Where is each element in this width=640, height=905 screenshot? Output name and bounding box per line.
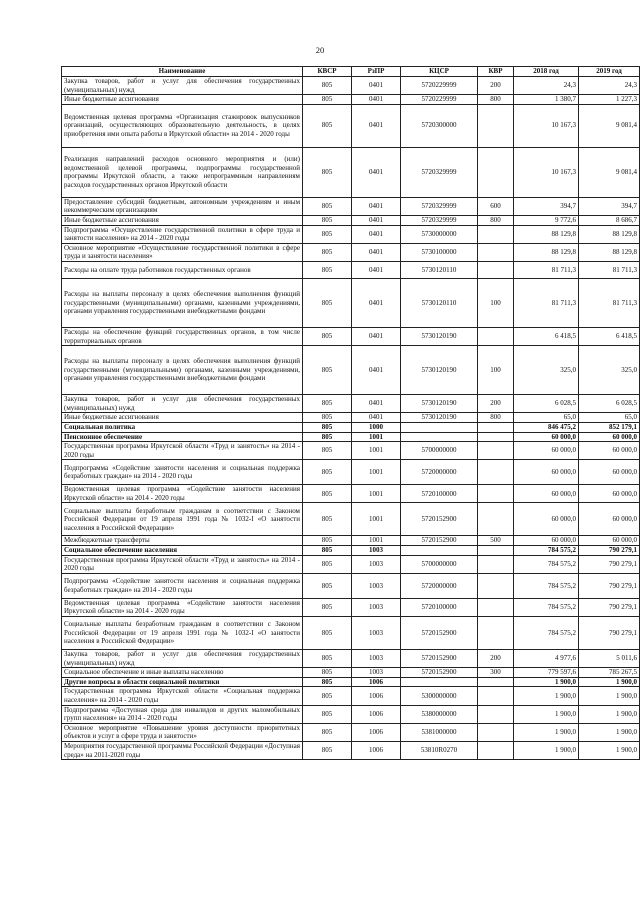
- cell-ktsr: 5381000000: [401, 723, 478, 741]
- cell-rzpr: 0401: [352, 395, 401, 413]
- cell-name: Основное мероприятие «Повышение уровня доступности приоритетных объектов и услуг в сфере труда и занятости»: [62, 723, 303, 741]
- table-row: [62, 598, 640, 616]
- cell-kvsr: 805: [303, 677, 352, 687]
- cell-rzpr: 1006: [352, 741, 401, 759]
- cell-kvsr: 805: [303, 278, 352, 327]
- cell-ktsr: 5720000000: [401, 573, 478, 598]
- cell-name: Основное мероприятие «Осуществление государственной политики в сфере труда и занятости населения»: [62, 243, 303, 261]
- cell-name: Ведомственная целевая программа «Содействие занятости населения Иркутской области» на 2014 - 2020 годы: [62, 485, 303, 503]
- cell-kvsr: 805: [303, 215, 352, 225]
- cell-kvsr: 805: [303, 617, 352, 650]
- cell-ktsr: 5720100000: [401, 485, 478, 503]
- cell-kvr: [478, 422, 514, 432]
- cell-rzpr: 0401: [352, 327, 401, 345]
- cell-kvr: [478, 261, 514, 278]
- table-row: [62, 503, 640, 536]
- cell-rzpr: 1003: [352, 598, 401, 616]
- cell-y2019: 394,7: [579, 197, 640, 215]
- cell-y2019: 1 900,0: [579, 687, 640, 705]
- cell-ktsr: 5720152900: [401, 536, 478, 546]
- cell-rzpr: 0401: [352, 243, 401, 261]
- cell-y2019: 785 267,5: [579, 668, 640, 678]
- cell-y2019: 6 028,5: [579, 395, 640, 413]
- cell-ktsr: 5720229999: [401, 77, 478, 95]
- table-row: [62, 650, 640, 668]
- table-row: [62, 705, 640, 723]
- header-kvr: КВР: [478, 67, 514, 77]
- cell-kvsr: 805: [303, 705, 352, 723]
- cell-kvsr: 805: [303, 555, 352, 573]
- cell-rzpr: 0401: [352, 346, 401, 395]
- table-body: [62, 77, 640, 760]
- cell-rzpr: 1001: [352, 485, 401, 503]
- cell-y2019: 5 011,6: [579, 650, 640, 668]
- cell-name: Другие вопросы в области социальной политики: [62, 677, 303, 687]
- cell-kvr: [478, 687, 514, 705]
- cell-y2018: 784 575,2: [514, 573, 579, 598]
- table-row: [62, 422, 640, 432]
- cell-rzpr: 1001: [352, 432, 401, 442]
- header-kvsr: КВСР: [303, 67, 352, 77]
- cell-name: Государственная программа Иркутской области «Труд и занятость» на 2014 - 2020 годы: [62, 442, 303, 460]
- cell-kvr: [478, 546, 514, 556]
- cell-y2019: 60 000,0: [579, 503, 640, 536]
- cell-y2019: 60 000,0: [579, 432, 640, 442]
- cell-y2018: 4 977,6: [514, 650, 579, 668]
- table-row: [62, 278, 640, 327]
- cell-ktsr: 5730120110: [401, 261, 478, 278]
- table-row: [62, 677, 640, 687]
- table-row: [62, 197, 640, 215]
- cell-y2019: 790 279,1: [579, 555, 640, 573]
- cell-kvr: 200: [478, 650, 514, 668]
- cell-name: Подпрограмма «Осуществление государственной политики в сфере труда и занятости населения» на 2014 - 2020 годы: [62, 225, 303, 243]
- cell-kvsr: 805: [303, 77, 352, 95]
- cell-y2019: 1 227,3: [579, 95, 640, 105]
- cell-kvr: 600: [478, 197, 514, 215]
- cell-name: Ведомственная целевая программа «Содействие занятости населения Иркутской области» на 2014 - 2020 годы: [62, 598, 303, 616]
- cell-ktsr: 5720100000: [401, 598, 478, 616]
- cell-name: Закупка товаров, работ и услуг для обеспечения государственных (муниципальных) нужд: [62, 77, 303, 95]
- cell-kvr: 200: [478, 395, 514, 413]
- cell-name: Социальное обеспечение и иные выплаты населению: [62, 668, 303, 678]
- cell-ktsr: 5730120110: [401, 278, 478, 327]
- cell-rzpr: 0401: [352, 95, 401, 105]
- cell-kvsr: 805: [303, 741, 352, 759]
- cell-y2019: 1 900,0: [579, 741, 640, 759]
- table-row: [62, 327, 640, 345]
- cell-rzpr: 0401: [352, 77, 401, 95]
- cell-ktsr: 5730100000: [401, 243, 478, 261]
- cell-y2018: 846 475,2: [514, 422, 579, 432]
- table-header-row: [62, 67, 640, 77]
- cell-name: Социальные выплаты безработным гражданам в соответствии с Законом Российской Федерации от 19 апреля 1991 года № 1032-I «О занятости населения в Российской Федерации»: [62, 503, 303, 536]
- table-row: [62, 460, 640, 485]
- cell-kvr: 500: [478, 536, 514, 546]
- cell-y2018: 60 000,0: [514, 503, 579, 536]
- cell-name: Социальные выплаты безработным гражданам в соответствии с Законом Российской Федерации от 19 апреля 1991 года № 1032-I «О занятости населения в Российской Федерации»: [62, 617, 303, 650]
- cell-rzpr: 0401: [352, 261, 401, 278]
- cell-kvr: 800: [478, 215, 514, 225]
- header-rzpr: РзПР: [352, 67, 401, 77]
- cell-kvsr: 805: [303, 485, 352, 503]
- table-row: [62, 668, 640, 678]
- cell-ktsr: 5700000000: [401, 555, 478, 573]
- cell-rzpr: 1003: [352, 650, 401, 668]
- cell-rzpr: 0401: [352, 278, 401, 327]
- cell-rzpr: 0401: [352, 225, 401, 243]
- cell-kvsr: 805: [303, 503, 352, 536]
- cell-y2019: 1 900,0: [579, 705, 640, 723]
- cell-ktsr: 5720329999: [401, 147, 478, 197]
- cell-kvr: [478, 225, 514, 243]
- cell-y2018: 325,0: [514, 346, 579, 395]
- cell-kvsr: 805: [303, 104, 352, 147]
- cell-rzpr: 1000: [352, 422, 401, 432]
- cell-y2019: 60 000,0: [579, 442, 640, 460]
- cell-y2019: 81 711,3: [579, 261, 640, 278]
- table-row: [62, 215, 640, 225]
- cell-kvsr: 805: [303, 546, 352, 556]
- cell-y2018: 9 772,6: [514, 215, 579, 225]
- cell-rzpr: 1001: [352, 503, 401, 536]
- cell-y2018: 1 900,0: [514, 687, 579, 705]
- cell-y2018: 779 597,6: [514, 668, 579, 678]
- cell-y2019: 24,3: [579, 77, 640, 95]
- cell-name: Государственная программа Иркутской области «Социальная поддержка населения» на 2014 - 2020 годы: [62, 687, 303, 705]
- cell-rzpr: 0401: [352, 104, 401, 147]
- cell-ktsr: [401, 422, 478, 432]
- cell-y2019: 790 279,1: [579, 573, 640, 598]
- cell-rzpr: 1001: [352, 442, 401, 460]
- cell-kvsr: 805: [303, 225, 352, 243]
- cell-y2018: 784 575,2: [514, 617, 579, 650]
- table-row: [62, 225, 640, 243]
- cell-kvr: [478, 741, 514, 759]
- cell-kvr: [478, 598, 514, 616]
- cell-name: Расходы на выплаты персоналу в целях обеспечения выполнения функций государственными (муниципальными) органами, казенными учреждениями, органами управления государственными внебюджетными фондами: [62, 278, 303, 327]
- cell-kvr: [478, 460, 514, 485]
- cell-kvr: [478, 705, 514, 723]
- cell-kvr: [478, 503, 514, 536]
- cell-kvsr: 805: [303, 395, 352, 413]
- cell-y2018: 60 000,0: [514, 442, 579, 460]
- cell-y2019: 81 711,3: [579, 278, 640, 327]
- cell-rzpr: 0401: [352, 147, 401, 197]
- cell-kvsr: 805: [303, 650, 352, 668]
- cell-kvr: [478, 432, 514, 442]
- cell-name: Иные бюджетные ассигнования: [62, 95, 303, 105]
- cell-y2018: 65,0: [514, 413, 579, 423]
- table-row: [62, 546, 640, 556]
- table-row: [62, 346, 640, 395]
- cell-kvr: 800: [478, 95, 514, 105]
- cell-kvsr: 805: [303, 147, 352, 197]
- cell-kvsr: 805: [303, 243, 352, 261]
- cell-y2018: 1 900,0: [514, 723, 579, 741]
- cell-kvsr: 805: [303, 460, 352, 485]
- cell-y2018: 784 575,2: [514, 598, 579, 616]
- table-row: [62, 243, 640, 261]
- table-row: [62, 261, 640, 278]
- cell-ktsr: 5730000000: [401, 225, 478, 243]
- cell-kvr: [478, 723, 514, 741]
- cell-y2018: 81 711,3: [514, 261, 579, 278]
- table-row: [62, 555, 640, 573]
- cell-y2019: 9 081,4: [579, 147, 640, 197]
- cell-y2019: 9 081,4: [579, 104, 640, 147]
- cell-y2019: 790 279,1: [579, 598, 640, 616]
- cell-name: Социальное обеспечение населения: [62, 546, 303, 556]
- header-ktsr: КЦСР: [401, 67, 478, 77]
- header-2018: 2018 год: [514, 67, 579, 77]
- cell-ktsr: 5720229999: [401, 95, 478, 105]
- cell-kvr: [478, 147, 514, 197]
- cell-y2018: 60 000,0: [514, 432, 579, 442]
- cell-y2019: 60 000,0: [579, 536, 640, 546]
- cell-kvsr: 805: [303, 327, 352, 345]
- cell-kvr: [478, 555, 514, 573]
- cell-y2018: 10 167,3: [514, 147, 579, 197]
- cell-ktsr: 5730120190: [401, 413, 478, 423]
- cell-rzpr: 1003: [352, 617, 401, 650]
- cell-y2018: 784 575,2: [514, 546, 579, 556]
- cell-kvsr: 805: [303, 668, 352, 678]
- cell-y2018: 1 900,0: [514, 741, 579, 759]
- cell-name: Закупка товаров, работ и услуг для обеспечения государственных (муниципальных) нужд: [62, 650, 303, 668]
- cell-ktsr: 5720152900: [401, 668, 478, 678]
- table-row: [62, 617, 640, 650]
- cell-rzpr: 0401: [352, 413, 401, 423]
- cell-y2018: 784 575,2: [514, 555, 579, 573]
- cell-ktsr: 5380000000: [401, 705, 478, 723]
- cell-name: Иные бюджетные ассигнования: [62, 215, 303, 225]
- cell-kvsr: 805: [303, 95, 352, 105]
- cell-y2019: 88 129,8: [579, 243, 640, 261]
- table-row: [62, 147, 640, 197]
- cell-ktsr: 5720152900: [401, 503, 478, 536]
- cell-y2018: 1 900,0: [514, 705, 579, 723]
- cell-ktsr: 5720329999: [401, 215, 478, 225]
- cell-rzpr: 0401: [352, 215, 401, 225]
- cell-rzpr: 1001: [352, 460, 401, 485]
- cell-kvr: 300: [478, 668, 514, 678]
- cell-name: Подпрограмма «Содействие занятости населения и социальная поддержка безработных граждан» на 2014 - 2020 годы: [62, 460, 303, 485]
- cell-ktsr: 53810R0270: [401, 741, 478, 759]
- table-row: [62, 536, 640, 546]
- cell-y2019: 6 418,5: [579, 327, 640, 345]
- cell-ktsr: 5730120190: [401, 395, 478, 413]
- cell-y2019: 88 129,8: [579, 225, 640, 243]
- cell-ktsr: [401, 432, 478, 442]
- page-number: 20: [315, 45, 325, 55]
- cell-kvr: 800: [478, 413, 514, 423]
- cell-rzpr: 1006: [352, 723, 401, 741]
- cell-name: Социальная политика: [62, 422, 303, 432]
- cell-name: Иные бюджетные ассигнования: [62, 413, 303, 423]
- cell-name: Ведомственная целевая программа «Организация стажировок выпускников организаций, осуществляющих образовательную деятельность, в целях приобретения ими опыта работы в Иркутской области» на 2014 - 2020 годы: [62, 104, 303, 147]
- table-row: [62, 104, 640, 147]
- cell-y2018: 24,3: [514, 77, 579, 95]
- cell-y2018: 60 000,0: [514, 536, 579, 546]
- cell-name: Межбюджетные трансферты: [62, 536, 303, 546]
- cell-name: Подпрограмма «Содействие занятости населения и социальная поддержка безработных граждан» на 2014 - 2020 годы: [62, 573, 303, 598]
- cell-ktsr: 5730120190: [401, 327, 478, 345]
- cell-rzpr: 1006: [352, 705, 401, 723]
- table-row: [62, 413, 640, 423]
- table-row: [62, 573, 640, 598]
- cell-kvsr: 805: [303, 442, 352, 460]
- cell-ktsr: 5720329999: [401, 197, 478, 215]
- cell-y2019: 8 686,7: [579, 215, 640, 225]
- cell-y2019: 1 900,0: [579, 677, 640, 687]
- cell-kvr: 100: [478, 278, 514, 327]
- cell-y2018: 60 000,0: [514, 460, 579, 485]
- cell-name: Реализация направлений расходов основного мероприятия и (или) ведомственной целевой программы, подпрограммы государственной программы Иркутской области, а также непрограммным направлениям расходов государственных органов Иркутской области: [62, 147, 303, 197]
- cell-kvsr: 805: [303, 598, 352, 616]
- cell-ktsr: 5730120190: [401, 346, 478, 395]
- cell-y2019: 60 000,0: [579, 460, 640, 485]
- cell-name: Расходы на выплаты персоналу в целях обеспечения выполнения функций государственными (муниципальными) органами, казенными учреждениями, органами управления государственными внебюджетными фондами: [62, 346, 303, 395]
- cell-rzpr: 1006: [352, 677, 401, 687]
- cell-kvr: [478, 617, 514, 650]
- cell-y2018: 10 167,3: [514, 104, 579, 147]
- cell-y2019: 852 179,1: [579, 422, 640, 432]
- cell-ktsr: 5720152900: [401, 650, 478, 668]
- table-row: [62, 432, 640, 442]
- cell-rzpr: 1001: [352, 536, 401, 546]
- cell-y2018: 88 129,8: [514, 243, 579, 261]
- cell-rzpr: 0401: [352, 197, 401, 215]
- cell-ktsr: 5700000000: [401, 442, 478, 460]
- cell-y2018: 394,7: [514, 197, 579, 215]
- cell-y2019: 790 279,1: [579, 546, 640, 556]
- cell-rzpr: 1006: [352, 687, 401, 705]
- table-row: [62, 687, 640, 705]
- cell-kvr: [478, 243, 514, 261]
- cell-kvr: [478, 485, 514, 503]
- cell-y2019: 60 000,0: [579, 485, 640, 503]
- cell-kvsr: 805: [303, 536, 352, 546]
- table-row: [62, 442, 640, 460]
- cell-kvr: [478, 104, 514, 147]
- cell-kvr: [478, 677, 514, 687]
- cell-rzpr: 1003: [352, 573, 401, 598]
- cell-y2018: 81 711,3: [514, 278, 579, 327]
- cell-name: Закупка товаров, работ и услуг для обеспечения государственных (муниципальных) нужд: [62, 395, 303, 413]
- cell-y2018: 6 028,5: [514, 395, 579, 413]
- cell-kvsr: 805: [303, 413, 352, 423]
- cell-kvsr: 805: [303, 346, 352, 395]
- cell-name: Расходы на обеспечение функций государственных органов, в том числе территориальных органов: [62, 327, 303, 345]
- table-row: [62, 741, 640, 759]
- cell-name: Мероприятия государственной программы Российской Федерации «Доступная среда» на 2011-2020 годы: [62, 741, 303, 759]
- cell-kvr: [478, 573, 514, 598]
- cell-ktsr: [401, 677, 478, 687]
- cell-kvr: 100: [478, 346, 514, 395]
- budget-table: [61, 66, 640, 760]
- cell-name: Расходы на оплате труда работников государственных органов: [62, 261, 303, 278]
- cell-y2019: 65,0: [579, 413, 640, 423]
- cell-kvr: 200: [478, 77, 514, 95]
- cell-kvsr: 805: [303, 573, 352, 598]
- cell-y2019: 1 900,0: [579, 723, 640, 741]
- cell-ktsr: [401, 546, 478, 556]
- cell-y2018: 6 418,5: [514, 327, 579, 345]
- cell-ktsr: 5720000000: [401, 460, 478, 485]
- cell-kvr: [478, 327, 514, 345]
- cell-rzpr: 1003: [352, 555, 401, 573]
- cell-kvsr: 805: [303, 687, 352, 705]
- cell-name: Пенсионное обеспечение: [62, 432, 303, 442]
- cell-name: Подпрограмма «Доступная среда для инвалидов и других маломобильных групп населения» на 2014 - 2020 годы: [62, 705, 303, 723]
- cell-kvr: [478, 442, 514, 460]
- cell-name: Предоставление субсидий бюджетным, автономным учреждениям и иным некоммерческим организациям: [62, 197, 303, 215]
- header-name: Наименование: [62, 67, 303, 77]
- table-row: [62, 95, 640, 105]
- cell-ktsr: 5720152900: [401, 617, 478, 650]
- cell-y2019: 325,0: [579, 346, 640, 395]
- cell-rzpr: 1003: [352, 546, 401, 556]
- table-row: [62, 395, 640, 413]
- header-2019: 2019 год: [579, 67, 640, 77]
- cell-y2018: 88 129,8: [514, 225, 579, 243]
- cell-rzpr: 1003: [352, 668, 401, 678]
- cell-y2019: 790 279,1: [579, 617, 640, 650]
- cell-y2018: 1 900,0: [514, 677, 579, 687]
- cell-y2018: 60 000,0: [514, 485, 579, 503]
- table-row: [62, 723, 640, 741]
- cell-kvsr: 805: [303, 197, 352, 215]
- cell-ktsr: 5720300000: [401, 104, 478, 147]
- cell-name: Государственная программа Иркутской области «Труд и занятость» на 2014 - 2020 годы: [62, 555, 303, 573]
- cell-kvsr: 805: [303, 422, 352, 432]
- table-row: [62, 485, 640, 503]
- cell-kvsr: 805: [303, 723, 352, 741]
- cell-ktsr: 5300000000: [401, 687, 478, 705]
- cell-y2018: 1 380,7: [514, 95, 579, 105]
- table-row: [62, 77, 640, 95]
- cell-kvsr: 805: [303, 261, 352, 278]
- cell-kvsr: 805: [303, 432, 352, 442]
